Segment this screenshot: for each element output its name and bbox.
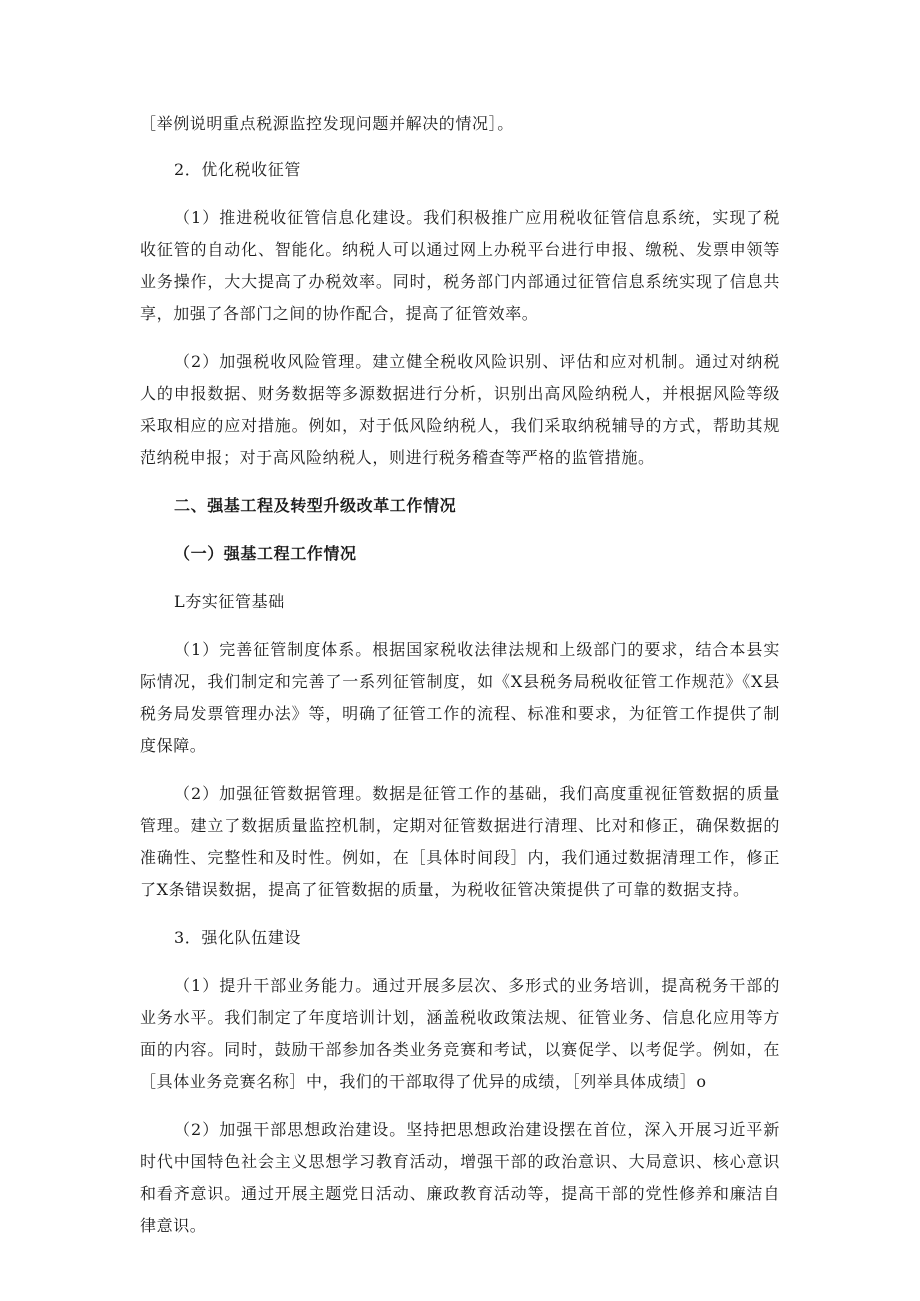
subchapter-heading: （一）强基工程工作情况 [174,544,357,563]
body-paragraph: （2）加强征管数据管理。数据是征管工作的基础，我们高度重视征管数据的质量管理。建立了数据质量监控机制，定期对征管数据进行清理、比对和修正，确保数据的准确性、完整性和及时性。例如，在［具体时间段］内，我们通过数据清理工作，修正了X条错误数据，提高了征管数据的质量，为税收征管决策提供了可靠的数据支持。 [140,784,780,899]
section-heading: L夯实征管基础 [174,592,285,611]
body-paragraph: （1）提升干部业务能力。通过开展多层次、多形式的业务培训，提高税务干部的业务水平。我们制定了年度培训计划，涵盖税收政策法规、征管业务、信息化应用等方面的内容。同时，鼓励干部参加各类业务竞赛和考试，以赛促学、以考促学。例如，在［具体业务竞赛名称］中，我们的干部取得了优异的成绩，［列举具体成绩］o [140,976,780,1091]
body-paragraph: ［举例说明重点税源监控发现问题并解决的情况］。 [140,114,514,133]
body-paragraph: （2）加强税收风险管理。建立健全税收风险识别、评估和应对机制。通过对纳税人的申报数据、财务数据等多源数据进行分析，识别出高风险纳税人，并根据风险等级采取相应的应对措施。例如，对于低风险纳税人，我们采取纳税辅导的方式，帮助其规范纳税申报；对于高风险纳税人，则进行税务稽查等严格的监管措施。 [140,352,780,467]
section-heading: 2．优化税收征管 [174,160,301,179]
section-heading: 3．强化队伍建设 [174,928,301,947]
body-paragraph: （1）完善征管制度体系。根据国家税收法律法规和上级部门的要求，结合本县实际情况，我们制定和完善了一系列征管制度，如《X县税务局税收征管工作规范》《X县税务局发票管理办法》等，明确了征管工作的流程、标准和要求，为征管工作提供了制度保障。 [140,640,780,755]
body-paragraph: （2）加强干部思想政治建设。坚持把思想政治建设摆在首位，深入开展习近平新时代中国特色社会主义思想学习教育活动，增强干部的政治意识、大局意识、核心意识和看齐意识。通过开展主题党日活动、廉政教育活动等，提高干部的党性修养和廉洁自律意识。 [140,1120,780,1235]
chapter-heading: 二、强基工程及转型升级改革工作情况 [174,496,457,515]
body-paragraph: （1）推进税收征管信息化建设。我们积极推广应用税收征管信息系统，实现了税收征管的自动化、智能化。纳税人可以通过网上办税平台进行申报、缴税、发票申领等业务操作，大大提高了办税效率。同时，税务部门内部通过征管信息系统实现了信息共享，加强了各部门之间的协作配合，提高了征管效率。 [140,208,780,323]
